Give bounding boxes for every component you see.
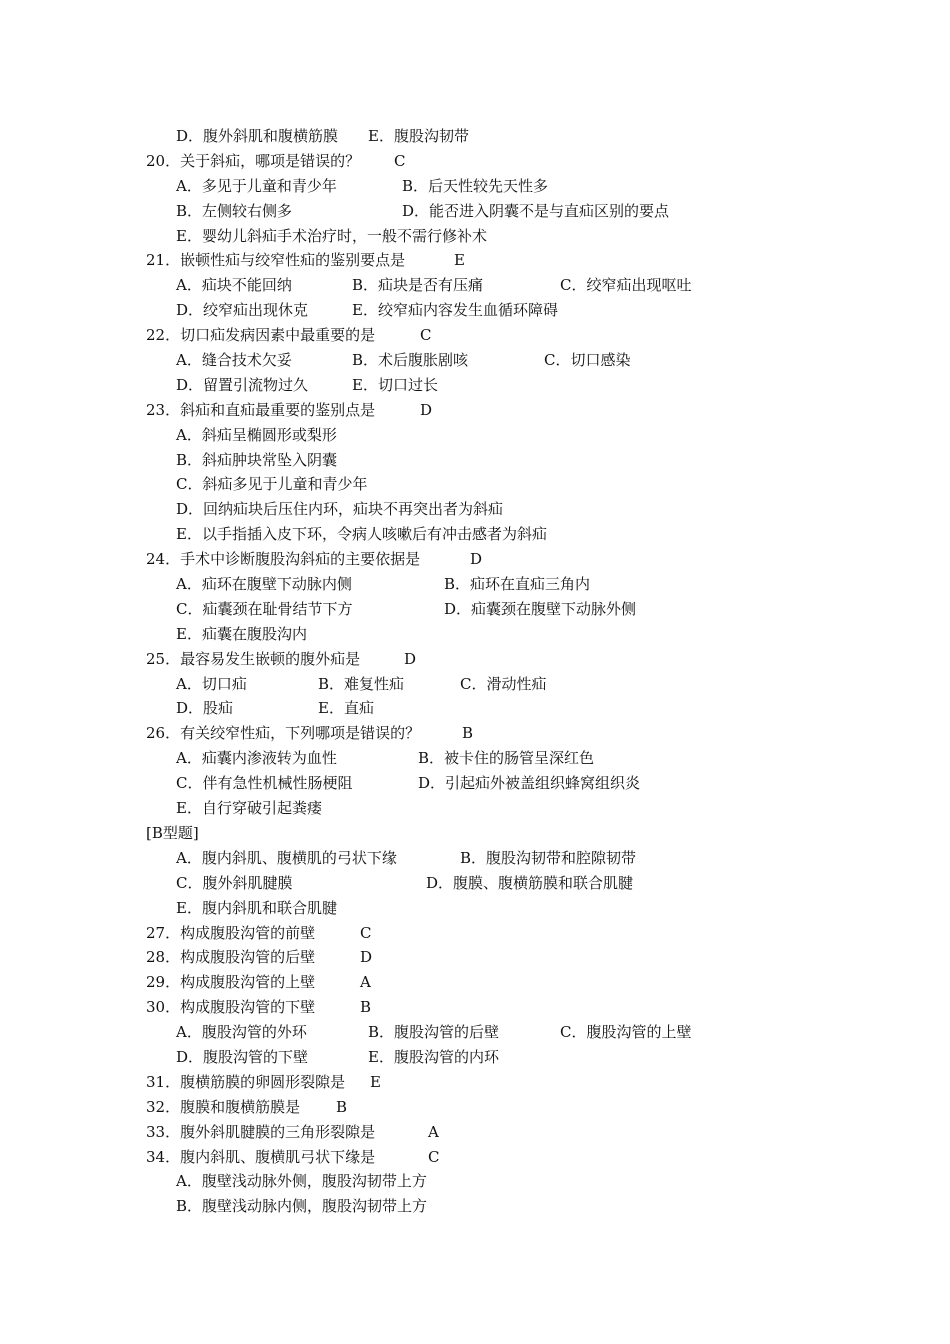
question-list xyxy=(146,124,866,1219)
answer-option: D．绞窄疝出现休克 xyxy=(176,301,309,320)
answer-option: E．以手指插入皮下环，令病人咳嗽后有冲击感者为斜疝 xyxy=(176,525,547,544)
question-line xyxy=(146,248,866,273)
option-line xyxy=(146,796,866,821)
answer-key: C xyxy=(420,326,432,345)
answer-option: B．腹股沟韧带和腔隙韧带 xyxy=(460,848,637,867)
answer-option: A．缝合技术欠妥 xyxy=(176,351,292,370)
answer-option: B．疝块是否有压痛 xyxy=(352,276,484,295)
answer-option: D．腹膜、腹横筋膜和联合肌腱 xyxy=(426,873,634,892)
question-text: 26．有关绞窄性疝，下列哪项是错误的？ xyxy=(146,724,421,743)
answer-key: E xyxy=(370,1072,381,1091)
answer-key: D xyxy=(420,400,433,419)
answer-key: A xyxy=(428,1122,439,1141)
answer-option: A．疝囊内渗液转为血性 xyxy=(176,749,337,768)
answer-option: B．难复性疝 xyxy=(318,674,405,693)
answer-option: E．腹股沟管的内环 xyxy=(368,1047,499,1066)
answer-key: C xyxy=(428,1147,440,1166)
answer-key: D xyxy=(470,550,483,569)
option-line xyxy=(146,174,866,199)
answer-option: D．疝囊颈在腹壁下动脉外侧 xyxy=(444,599,637,618)
option-line xyxy=(146,298,866,323)
option-line xyxy=(146,597,866,622)
answer-option: C．疝囊颈在耻骨结节下方 xyxy=(176,599,353,618)
question-line xyxy=(146,547,866,572)
answer-option: A．多见于儿童和青少年 xyxy=(176,176,337,195)
question-text: 23．斜疝和直疝最重要的鉴别点是 xyxy=(146,400,376,419)
option-line xyxy=(146,896,866,921)
question-line xyxy=(146,995,866,1020)
answer-option: D．留置引流物过久 xyxy=(176,375,309,394)
answer-option: B．腹壁浅动脉内侧，腹股沟韧带上方 xyxy=(176,1197,428,1216)
option-line xyxy=(146,1194,866,1219)
answer-option: C．切口感染 xyxy=(544,351,631,370)
question-line xyxy=(146,398,866,423)
question-text: 22．切口疝发病因素中最重要的是 xyxy=(146,326,376,345)
option-line xyxy=(146,1169,866,1194)
answer-option: C．斜疝多见于儿童和青少年 xyxy=(176,475,368,494)
question-line xyxy=(146,323,866,348)
answer-option: B．术后腹胀剧咳 xyxy=(352,351,469,370)
option-line xyxy=(146,522,866,547)
question-line xyxy=(146,1120,866,1145)
answer-option: B．左侧较右侧多 xyxy=(176,201,293,220)
option-line xyxy=(146,1045,866,1070)
question-line xyxy=(146,921,866,946)
answer-key: B xyxy=(462,724,474,743)
answer-option: E．绞窄疝内容发生血循环障碍 xyxy=(352,301,558,320)
question-text: 28．构成腹股沟管的后壁 xyxy=(146,948,316,967)
option-line xyxy=(146,846,866,871)
answer-option: D．腹外斜肌和腹横筋膜 xyxy=(176,127,339,145)
answer-option: B．疝环在直疝三角内 xyxy=(444,575,591,594)
question-line xyxy=(146,945,866,970)
answer-option: E．腹股沟韧带 xyxy=(368,127,469,145)
answer-option: B．斜疝肿块常坠入阴囊 xyxy=(176,450,338,469)
question-line xyxy=(146,1070,866,1095)
question-text: 32．腹膜和腹横筋膜是 xyxy=(146,1097,301,1116)
answer-option: B．被卡住的肠管呈深红色 xyxy=(418,749,595,768)
answer-option: D．腹股沟管的下壁 xyxy=(176,1047,309,1066)
answer-option: D．引起疝外被盖组织蜂窝组织炎 xyxy=(418,774,641,793)
answer-option: A．腹内斜肌、腹横肌的弓状下缘 xyxy=(176,848,397,867)
option-line xyxy=(146,672,866,697)
answer-option: D．回纳疝块后压住内环，疝块不再突出者为斜疝 xyxy=(176,500,504,519)
question-text: 20．关于斜疝，哪项是错误的？ xyxy=(146,151,361,170)
question-line xyxy=(146,647,866,672)
question-text: 25．最容易发生嵌顿的腹外疝是 xyxy=(146,649,361,668)
answer-option: A．疝块不能回纳 xyxy=(176,276,292,295)
answer-option: E．自行穿破引起粪瘘 xyxy=(176,799,322,818)
answer-key: B xyxy=(336,1097,348,1116)
option-line xyxy=(146,273,866,298)
answer-option: C．腹股沟管的上壁 xyxy=(560,1023,692,1042)
option-line xyxy=(146,771,866,796)
answer-option: C．伴有急性机械性肠梗阻 xyxy=(176,774,353,793)
answer-key: E xyxy=(454,251,465,270)
answer-option: A．切口疝 xyxy=(176,674,247,693)
option-line xyxy=(146,746,866,771)
question-line xyxy=(146,1095,866,1120)
option-line xyxy=(146,423,866,448)
answer-key: A xyxy=(360,973,371,992)
section-heading-text: [B型题] xyxy=(146,823,199,842)
option-line xyxy=(146,696,866,721)
answer-key: C xyxy=(394,151,406,170)
section-heading xyxy=(146,821,866,846)
option-line xyxy=(146,373,866,398)
question-text: 29．构成腹股沟管的上壁 xyxy=(146,973,316,992)
question-text: 31．腹横筋膜的卵圆形裂隙是 xyxy=(146,1072,346,1091)
answer-key: C xyxy=(360,923,372,942)
option-line xyxy=(146,448,866,473)
answer-option: A．斜疝呈椭圆形或梨形 xyxy=(176,425,337,444)
option-line xyxy=(146,224,866,249)
question-text: 33．腹外斜肌腱膜的三角形裂隙是 xyxy=(146,1122,376,1141)
question-line xyxy=(146,721,866,746)
question-text: 21．嵌顿性疝与绞窄性疝的鉴别要点是 xyxy=(146,251,406,270)
question-line xyxy=(146,1145,866,1170)
question-text: 24．手术中诊断腹股沟斜疝的主要依据是 xyxy=(146,550,421,569)
answer-key: D xyxy=(404,649,417,668)
answer-option: C．绞窄疝出现呕吐 xyxy=(560,276,692,295)
answer-option: E．婴幼儿斜疝手术治疗时，一般不需行修补术 xyxy=(176,226,487,245)
answer-option: A．腹壁浅动脉外侧，腹股沟韧带上方 xyxy=(176,1172,427,1191)
answer-option: E．切口过长 xyxy=(352,375,438,394)
option-line xyxy=(146,348,866,373)
answer-option: E．直疝 xyxy=(318,699,374,718)
answer-option: D．股疝 xyxy=(176,699,234,718)
answer-option: C．腹外斜肌腱膜 xyxy=(176,873,293,892)
answer-option: E．腹内斜肌和联合肌腱 xyxy=(176,898,337,917)
answer-option: E．疝囊在腹股沟内 xyxy=(176,624,307,643)
option-line xyxy=(146,572,866,597)
answer-key: B xyxy=(360,998,372,1017)
question-line xyxy=(146,149,866,174)
question-text: 27．构成腹股沟管的前壁 xyxy=(146,923,316,942)
option-line xyxy=(146,497,866,522)
answer-key: D xyxy=(360,948,373,967)
option-line xyxy=(146,124,866,149)
answer-option: D．能否进入阴囊不是与直疝区别的要点 xyxy=(402,201,670,220)
answer-option: B．后天性较先天性多 xyxy=(402,176,549,195)
option-line xyxy=(146,871,866,896)
option-line xyxy=(146,1020,866,1045)
answer-option: A．腹股沟管的外环 xyxy=(176,1023,307,1042)
question-line xyxy=(146,970,866,995)
answer-option: C．滑动性疝 xyxy=(460,674,547,693)
answer-option: A．疝环在腹壁下动脉内侧 xyxy=(176,575,352,594)
option-line xyxy=(146,199,866,224)
option-line xyxy=(146,472,866,497)
question-text: 30．构成腹股沟管的下壁 xyxy=(146,998,316,1017)
option-line xyxy=(146,622,866,647)
answer-option: B．腹股沟管的后壁 xyxy=(368,1023,500,1042)
question-text: 34．腹内斜肌、腹横肌弓状下缘是 xyxy=(146,1147,376,1166)
